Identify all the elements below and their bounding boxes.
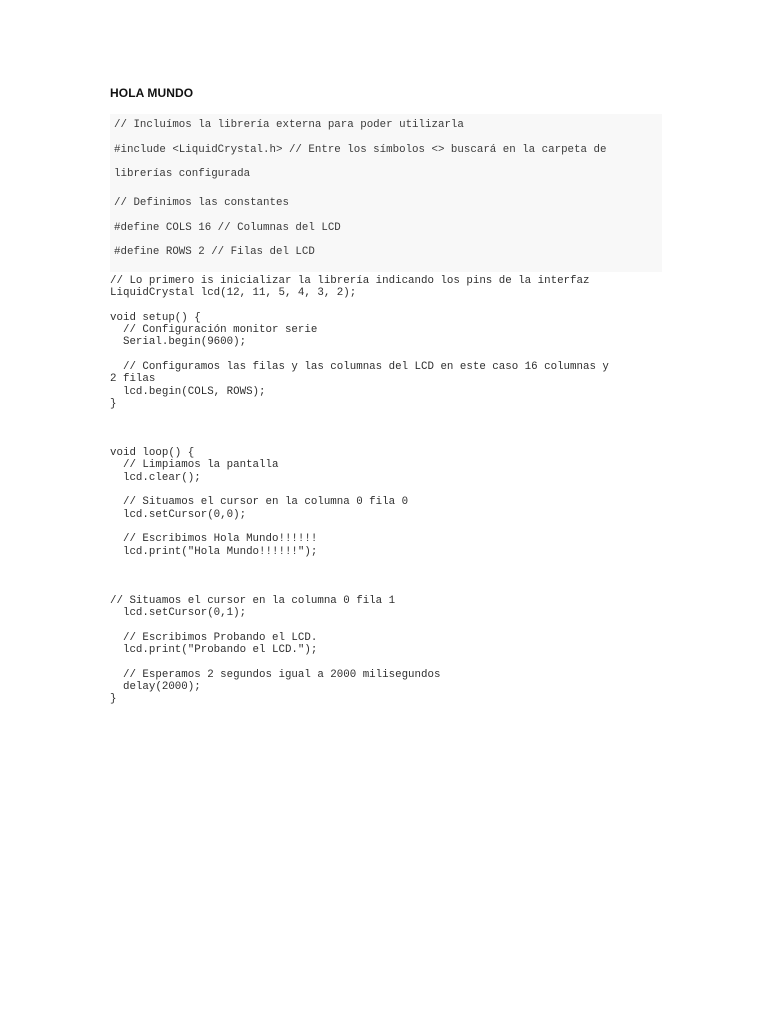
code-line: // Lo primero is inicializar la librería indicando los pins de la interfaz xyxy=(110,275,590,287)
code-line: #define ROWS 2 // Filas del LCD xyxy=(114,246,315,258)
code-line xyxy=(110,435,609,447)
code-line: lcd.begin(COLS, ROWS); xyxy=(110,385,266,398)
code-line: } xyxy=(110,693,117,706)
code-line: // Situamos el cursor en la columna 0 fila 0 xyxy=(110,496,409,509)
code-line xyxy=(110,582,609,594)
code-line: // Configuramos las filas y las columnas del LCD en este caso 16 columnas y xyxy=(110,361,609,374)
code-line: lcd.print("Hola Mundo!!!!!!"); xyxy=(110,545,318,558)
code-line: // Escribimos Hola Mundo!!!!!! xyxy=(110,533,318,546)
code-line: lcd.setCursor(0,0); xyxy=(110,508,247,521)
code-line xyxy=(110,484,609,496)
code-line: // Definimos las constantes xyxy=(114,197,289,209)
code-line: lcd.print("Probando el LCD."); xyxy=(110,643,318,656)
code-line: void setup() { xyxy=(110,311,201,324)
code-line xyxy=(110,410,609,422)
code-line xyxy=(110,423,609,435)
code-line xyxy=(110,349,609,361)
code-line xyxy=(110,570,609,582)
code-line: // Esperamos 2 segundos igual a 2000 milisegundos xyxy=(110,668,441,681)
code-line: LiquidCrystal lcd(12, 11, 5, 4, 3, 2); xyxy=(110,287,357,300)
code-line xyxy=(110,619,609,631)
code-line: // Limpiamos la pantalla xyxy=(110,459,279,472)
code-line: Serial.begin(9600); xyxy=(110,336,247,349)
code-line: // Escribimos Probando el LCD. xyxy=(110,631,318,644)
code-line: #include <LiquidCrystal.h> // Entre los símbolos <> buscará en la carpeta de xyxy=(114,144,607,156)
code-line: // Situamos el cursor en la columna 0 fila 1 xyxy=(110,594,396,607)
code-line: } xyxy=(110,397,117,410)
code-line: lcd.setCursor(0,1); xyxy=(110,607,247,620)
code-line: // Configuración monitor serie xyxy=(110,324,318,337)
code-line xyxy=(110,558,609,570)
code-listing xyxy=(110,275,609,705)
code-line: lcd.clear(); xyxy=(110,471,201,484)
code-line xyxy=(110,300,609,312)
page-title: HOLA MUNDO xyxy=(110,86,194,100)
code-line: 2 filas xyxy=(110,373,156,386)
code-line: delay(2000); xyxy=(110,680,201,693)
code-line xyxy=(110,656,609,668)
code-line: #define COLS 16 // Columnas del LCD xyxy=(114,222,341,234)
code-line: // Incluímos la librería externa para poder utilizarla xyxy=(114,119,464,131)
code-line xyxy=(110,521,609,533)
code-line: void loop() { xyxy=(110,447,195,460)
code-line: librerías configurada xyxy=(114,168,251,180)
